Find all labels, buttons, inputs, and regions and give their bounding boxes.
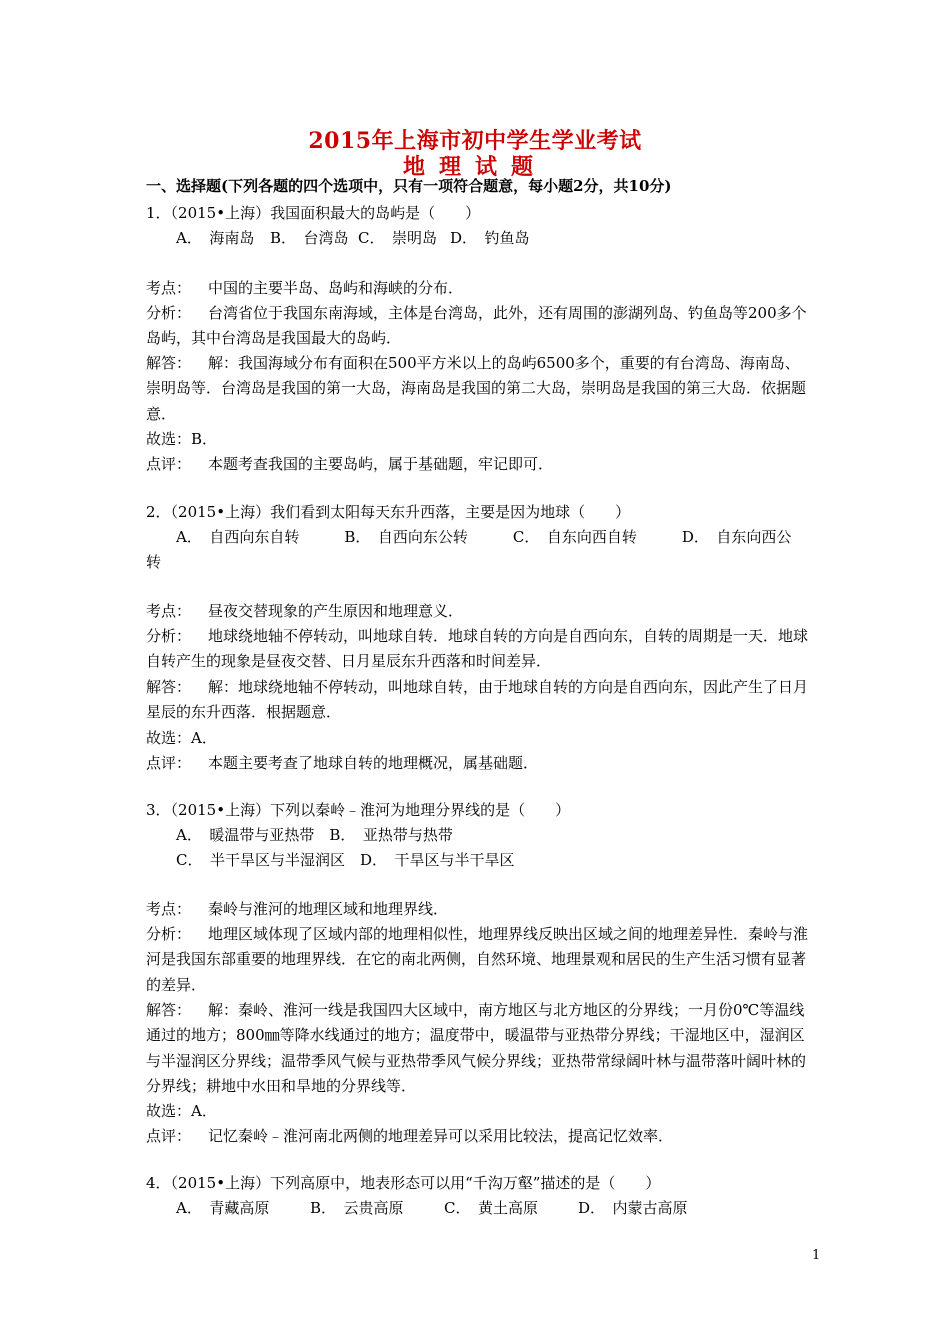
exam-subtitle: 地理试题 [402,154,547,180]
fenxi-label: 分析： [146,925,192,943]
fenxi-text: 台湾省位于我国东南海域，主体是台湾岛，此外，还有周围的澎湖列岛、钓鱼岛等200多个岛屿，其中台湾岛是我国最大的岛屿． [146,304,807,348]
question-3-options-row1: A． 暖温带与亚热带 B． 亚热带与热带 [176,826,453,844]
q3-jieda [146,998,808,1100]
q2-answer: 故选：A． [146,729,217,747]
kaodian-label: 考点： [146,602,192,620]
question-1-options [176,228,530,248]
question-2-options: A． 自西向东自转 B． 自西向东公转 C． 自东向西自转 D． 自东向西公 [176,528,792,546]
option-b: B． 云贵高原 [310,1199,404,1217]
option-a: A． 海南岛 [176,229,255,247]
question-2-stem: 2．（2015•上海）我们看到太阳每天东升西落，主要是因为地球（ ） [146,503,631,521]
q1-fenxi [146,301,808,352]
q1-kaodian [146,276,808,301]
section-heading: 一、选择题(下列各题的四个选项中，只有一项符合题意，每小题2分，共10分) [146,177,672,195]
question-3-stem: 3．（2015•上海）下列以秦岭﹣淮河为地理分界线的是（ ） [146,801,571,819]
question-4-options [176,1198,688,1218]
jieda-text: 解：秦岭、淮河一线是我国四大区域中，南方地区与北方地区的分界线；一月份0℃等温线通过的地方；800㎜等降水线通过的地方；温度带中，暖温带与亚热带分界线；干湿地区中，湿润区与半湿润区分界线；温带季风气候与亚热带季风气候分界线；亚热带常绿阔叶林与温带落叶阔叶林的分界线；耕地中水田和旱地的分界线等． [146,1001,807,1096]
fenxi-text: 地球绕地轴不停转动，叫地球自转．地球自转的方向是自西向东，自转的周期是一天．地球自转产生的现象是昼夜交替、日月星辰东升西落和时间差异． [146,627,809,671]
q3-answer: 故选：A． [146,1102,217,1120]
q3-kaodian [146,897,808,922]
kaodian-label: 考点： [146,900,192,918]
q2-dianping [146,751,808,776]
question-3-options-row2: C． 半干旱区与半湿润区 D． 干旱区与半干旱区 [176,851,515,869]
fenxi-label: 分析： [146,627,192,645]
kaodian-label: 考点： [146,279,192,297]
page-number: 1 [812,1248,821,1263]
jieda-label: 解答： [146,354,192,372]
jieda-text: 解：我国海域分布有面积在500平方米以上的岛屿6500多个，重要的有台湾岛、海南岛、崇明岛等．台湾岛是我国的第一大岛，海南岛是我国的第二大岛，崇明岛是我国的第三大岛．依据题意． [146,354,807,423]
q3-fenxi [146,922,808,998]
dianping-text: 本题主要考查了地球自转的地理概况，属基础题． [208,754,539,772]
option-d: D． 钓鱼岛 [450,229,530,247]
question-4-stem: 4．（2015•上海）下列高原中，地表形态可以用“千沟万壑”描述的是（ ） [146,1174,661,1192]
kaodian-text: 秦岭与淮河的地理区域和地理界线． [208,900,449,918]
q2-jieda [146,675,808,726]
fenxi-text: 地理区域体现了区域内部的地理相似性，地理界线反映出区域之间的地理差异性．秦岭与淮河是我国东部重要的地理界线．在它的南北两侧，自然环境、地理景观和居民的生产生活习惯有显著的差异． [146,925,809,994]
jieda-text: 解：地球绕地轴不停转动，叫地球自转，由于地球自转的方向是自西向东，因此产生了日月星辰的东升西落．根据题意． [146,678,809,722]
q2-fenxi [146,624,808,675]
option-b: B． 台湾岛 [270,229,349,247]
q1-dianping [146,452,808,477]
exam-title: 2015年上海市初中学生学业考试 [308,128,642,154]
option-d: D． 内蒙古高原 [578,1199,688,1217]
jieda-label: 解答： [146,1001,192,1019]
q1-answer: 故选：B． [146,430,218,448]
question-1-stem: 1．（2015•上海）我国面积最大的岛屿是（ ） [146,204,481,222]
q2-kaodian [146,599,808,624]
option-c: C． 黄土高原 [444,1199,538,1217]
dianping-text: 记忆秦岭﹣淮河南北两侧的地理差异可以采用比较法，提高记忆效率． [208,1127,674,1145]
dianping-label: 点评： [146,455,192,473]
question-2-options-wrap: 转 [146,553,162,571]
kaodian-text: 中国的主要半岛、岛屿和海峡的分布． [208,279,464,297]
kaodian-text: 昼夜交替现象的产生原因和地理意义． [208,602,464,620]
fenxi-label: 分析： [146,304,192,322]
option-a: A． 青藏高原 [176,1199,270,1217]
option-c: C． 崇明岛 [358,229,437,247]
jieda-label: 解答： [146,678,192,696]
q3-dianping [146,1124,808,1149]
dianping-label: 点评： [146,754,192,772]
dianping-label: 点评： [146,1127,192,1145]
dianping-text: 本题考查我国的主要岛屿，属于基础题，牢记即可． [208,455,554,473]
q1-jieda [146,351,808,427]
